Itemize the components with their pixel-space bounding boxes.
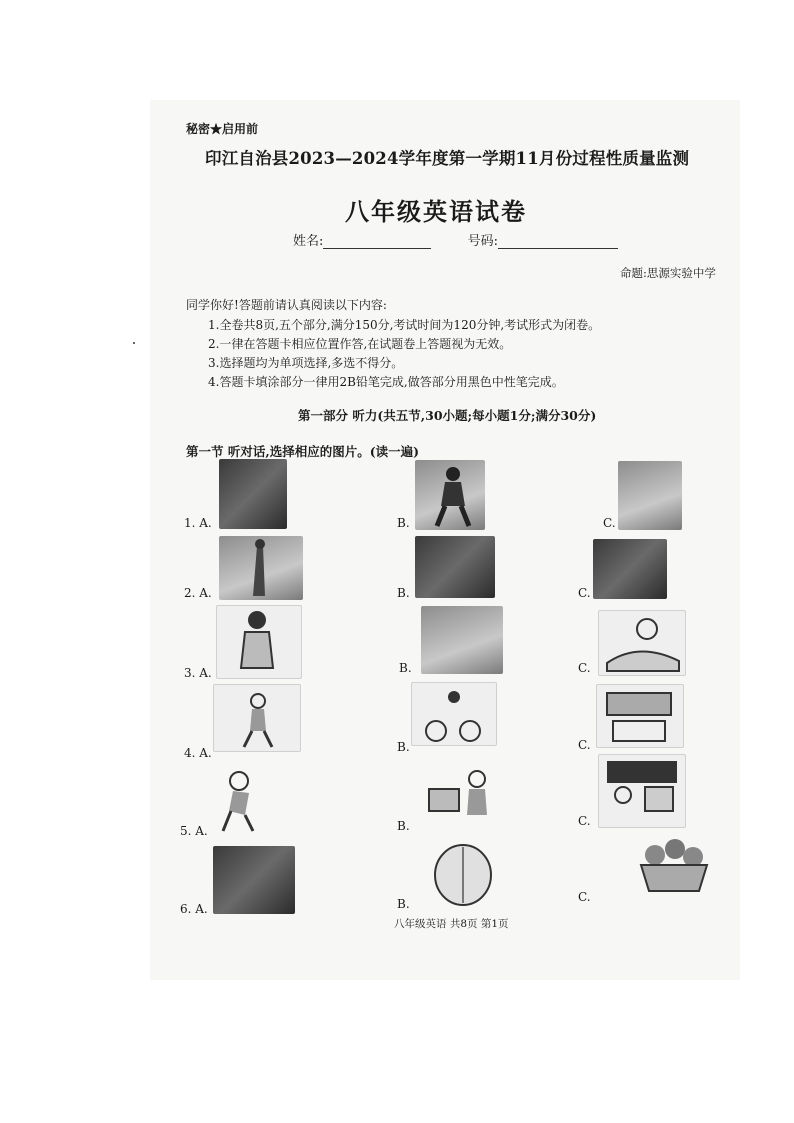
question-6-label: 6. A. bbox=[180, 902, 208, 916]
q4-option-c-picture bbox=[596, 684, 684, 748]
question-2-label: 2. A. bbox=[184, 586, 212, 600]
section1-heading: 第一节 听对话,选择相应的图片。(读一遍) bbox=[186, 444, 420, 459]
instruction-item: 3.选择题均为单项选择,多选不得分。 bbox=[208, 356, 404, 370]
name-blank bbox=[323, 236, 431, 249]
q1-option-a-photo bbox=[219, 459, 287, 529]
q5-option-a-picture bbox=[208, 764, 296, 838]
exam-title: 印江自治县2023—2024学年度第一学期11月份过程性质量监测 bbox=[205, 149, 690, 168]
q1-option-c-label: C. bbox=[603, 516, 616, 530]
number-blank bbox=[498, 236, 618, 249]
instructions-greeting: 同学你好!答题前请认真阅读以下内容: bbox=[186, 298, 387, 312]
confidential-mark: 秘密★启用前 bbox=[186, 122, 259, 136]
q4-option-c-label: C. bbox=[578, 738, 591, 752]
q6-option-c-label: C. bbox=[578, 890, 591, 904]
q1-option-b-photo bbox=[415, 460, 485, 530]
q6-option-b-label: B. bbox=[397, 897, 410, 911]
q3-option-a-picture bbox=[216, 605, 302, 679]
student-info-row bbox=[293, 230, 618, 249]
question-3-label: 3. A. bbox=[184, 666, 212, 680]
question-4-label: 4. A. bbox=[184, 746, 212, 760]
q6-option-c-picture bbox=[632, 834, 716, 898]
name-label: 姓名: bbox=[293, 234, 324, 249]
q2-option-b-photo bbox=[415, 536, 495, 598]
q6-option-a-photo bbox=[213, 846, 295, 914]
instruction-item: 4.答题卡填涂部分一律用2B铅笔完成,做答部分用黑色中性笔完成。 bbox=[208, 375, 564, 389]
q3-option-c-picture bbox=[598, 610, 686, 676]
q4-option-a-picture bbox=[213, 684, 301, 752]
q5-option-b-picture bbox=[422, 758, 500, 828]
instruction-item: 1.全卷共8页,五个部分,满分150分,考试时间为120分钟,考试形式为闭卷。 bbox=[208, 318, 601, 332]
subject-title: 八年级英语试卷 bbox=[345, 198, 527, 226]
q5-option-b-label: B. bbox=[397, 819, 410, 833]
q4-option-b-label: B. bbox=[397, 740, 410, 754]
q3-option-b-photo bbox=[421, 606, 503, 674]
number-label: 号码: bbox=[467, 234, 499, 249]
page-footer: 八年级英语 共8页 第1页 bbox=[394, 918, 509, 930]
q5-option-c-label: C. bbox=[578, 814, 591, 828]
q1-option-b-label: B. bbox=[397, 516, 410, 530]
q2-option-a-photo bbox=[219, 536, 303, 600]
question-1-label: 1. A. bbox=[184, 516, 212, 530]
q3-option-b-label: B. bbox=[399, 661, 412, 675]
speck bbox=[133, 342, 135, 344]
q3-option-c-label: C. bbox=[578, 661, 591, 675]
part1-heading: 第一部分 听力(共五节,30小题;每小题1分;满分30分) bbox=[298, 408, 597, 423]
q4-option-b-picture bbox=[411, 682, 497, 746]
q1-option-c-photo bbox=[618, 461, 682, 530]
question-setter: 命题:思源实验中学 bbox=[620, 266, 716, 280]
q2-option-b-label: B. bbox=[397, 586, 410, 600]
question-5-label: 5. A. bbox=[180, 824, 208, 838]
q2-option-c-photo bbox=[593, 539, 667, 599]
q5-option-c-picture bbox=[598, 754, 686, 828]
q2-option-c-label: C. bbox=[578, 586, 591, 600]
instruction-item: 2.一律在答题卡相应位置作答,在试题卷上答题视为无效。 bbox=[208, 337, 512, 351]
q6-option-b-picture bbox=[422, 836, 504, 910]
